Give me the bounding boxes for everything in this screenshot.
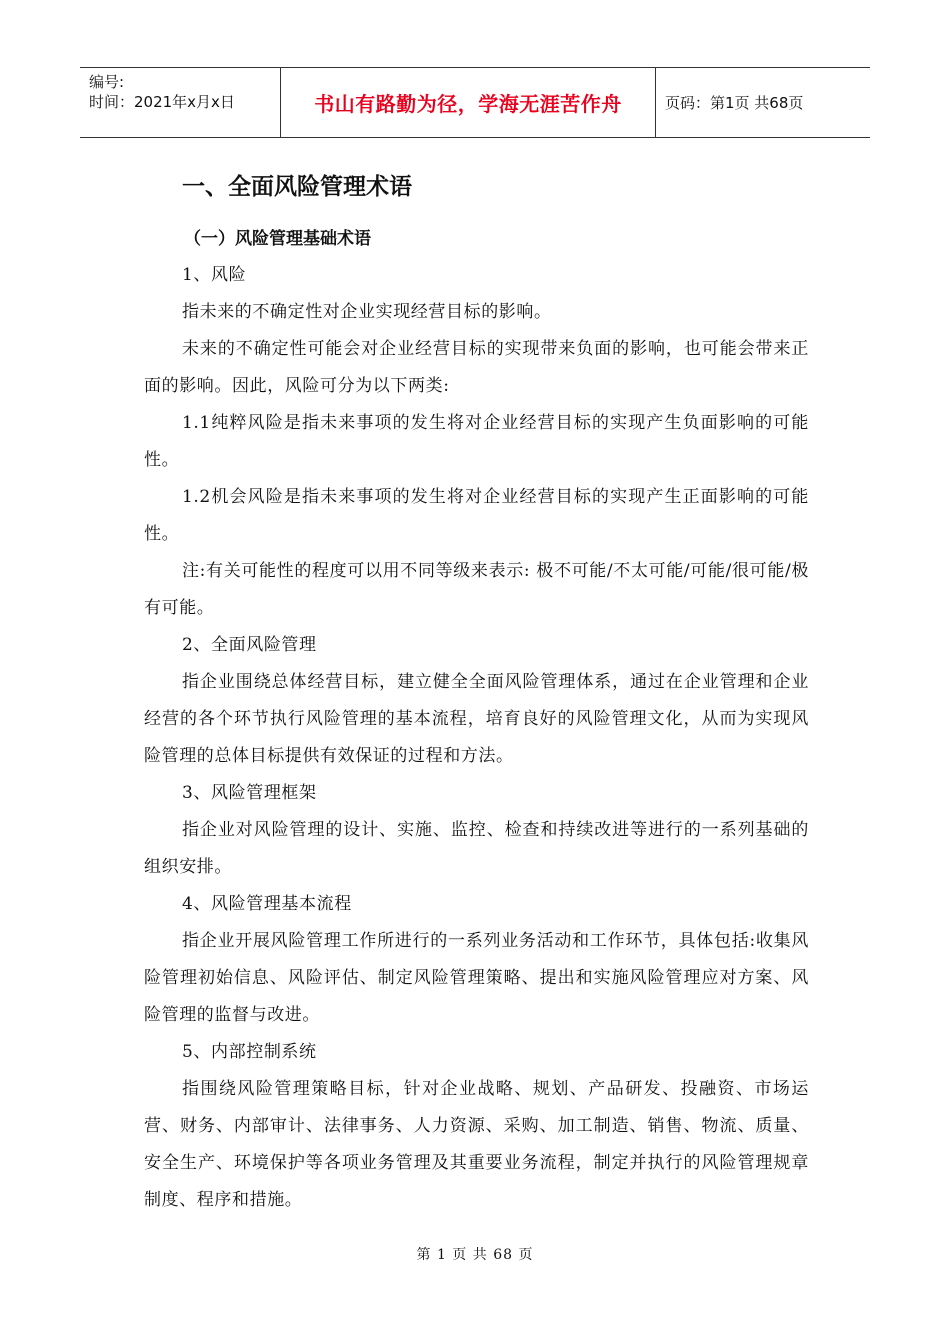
term-paragraph: 指围绕风险管理策略目标，针对企业战略、规划、产品研发、投融资、市场运营、财务、内部审计、法律事务、人力资源、采购、加工制造、销售、物流、质量、安全生产、环境保护等各项业务管理及其重要业务流程，制定并执行的风险管理规章制度、程序和措施。	[144, 1079, 809, 1210]
document-header	[80, 67, 870, 138]
term-note: 注:有关可能性的程度可以用不同等级来表示: 极不可能/不太可能/可能/很可能/极有可能。	[144, 561, 809, 618]
header-page-info: 页码：第1页 共68页	[665, 94, 804, 112]
term-paragraph: 1.2机会风险是指未来事项的发生将对企业经营目标的实现产生正面影响的可能性。	[144, 487, 809, 544]
term-heading: 2、全面风险管理	[182, 635, 317, 655]
header-motto: 书山有路勤为径，学海无涯苦作舟	[281, 68, 656, 137]
date-label: 时间：2021年x月x日	[89, 93, 235, 111]
term-section-risk	[144, 257, 809, 627]
term-paragraph: 指企业开展风险管理工作所进行的一系列业务活动和工作环节，具体包括:收集风险管理初始信息、风险评估、制定风险管理策略、提出和实施风险管理应对方案、风险管理的监督与改进。	[144, 931, 809, 1025]
section-heading: （一）风险管理基础术语	[184, 229, 371, 249]
term-paragraph: 指企业围绕总体经营目标，建立健全全面风险管理体系，通过在企业管理和企业经营的各个环节执行风险管理的基本流程，培育良好的风险管理文化，从而为实现风险管理的总体目标提供有效保证的过程和方法。	[144, 672, 809, 766]
term-heading: 4、风险管理基本流程	[182, 894, 352, 914]
term-paragraph: 未来的不确定性可能会对企业经营目标的实现带来负面的影响，也可能会带来正面的影响。因此，风险可分为以下两类:	[144, 339, 809, 396]
term-section-enterprise-risk-management	[144, 627, 809, 775]
header-meta	[80, 68, 281, 137]
document-title: 一、全面风险管理术语	[182, 174, 412, 200]
term-heading: 1、风险	[182, 265, 247, 285]
term-paragraph: 指未来的不确定性对企业实现经营目标的影响。	[182, 302, 552, 322]
term-section-risk-framework	[144, 775, 809, 886]
document-body	[144, 165, 809, 1219]
number-label: 编号:	[89, 73, 125, 91]
term-paragraph: 指企业对风险管理的设计、实施、监控、检查和持续改进等进行的一系列基础的组织安排。	[144, 820, 809, 877]
term-paragraph: 1.1纯粹风险是指未来事项的发生将对企业经营目标的实现产生负面影响的可能性。	[144, 413, 809, 470]
page-footer: 第 1 页 共 68 页	[416, 1247, 534, 1263]
term-heading: 5、内部控制系统	[182, 1042, 317, 1062]
term-heading: 3、风险管理框架	[182, 783, 317, 803]
term-section-risk-process	[144, 886, 809, 1034]
term-section-internal-control	[144, 1034, 809, 1219]
